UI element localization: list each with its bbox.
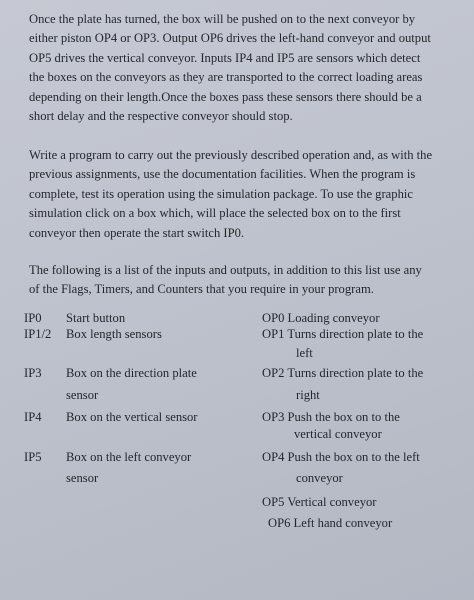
input-code: IP4 xyxy=(24,410,42,424)
input-desc: Box on the vertical sensor xyxy=(66,410,198,424)
text-line: previous assignments, use the documentation facilities. When the program is xyxy=(29,167,416,182)
output-entry: OP3 Push the box on to the xyxy=(262,410,400,424)
paragraph-box-pushing xyxy=(29,10,443,126)
text-line: OP5 drives the vertical conveyor. Inputs IP4 and IP5 are sensors which detect xyxy=(29,50,421,65)
input-code: IP5 xyxy=(24,450,42,464)
input-code: IP1/2 xyxy=(24,327,52,341)
input-code: IP3 xyxy=(24,366,42,380)
input-desc: Box on the left conveyor xyxy=(66,450,192,464)
output-entry-cont: left xyxy=(296,346,313,360)
paragraph-program-task xyxy=(29,146,443,243)
output-entry-cont: vertical conveyor xyxy=(294,427,382,441)
paragraph-io-intro xyxy=(29,261,443,300)
text-line: The following is a list of the inputs and outputs, in addition to this list use any xyxy=(29,263,422,277)
text-line: short delay and the respective conveyor should stop. xyxy=(29,109,293,124)
text-line: Write a program to carry out the previously described operation and, as with the xyxy=(29,148,433,162)
text-line: of the Flags, Timers, and Counters that you require in your program. xyxy=(29,282,374,297)
text-line: depending on their length.Once the boxes pass these sensors there should be a xyxy=(29,89,422,104)
text-line: either piston OP4 or OP3. Output OP6 drives the left-hand conveyor and output xyxy=(29,31,431,46)
input-desc: Box on the direction plate xyxy=(66,366,197,380)
output-entry: OP2 Turns direction plate to the xyxy=(262,366,424,380)
input-desc: Box length sensors xyxy=(66,327,162,341)
output-entry: OP1 Turns direction plate to the xyxy=(262,327,424,341)
output-entry: OP5 Vertical conveyor xyxy=(262,495,377,509)
input-desc: Start button xyxy=(66,311,126,325)
text-line: simulation click on a box which, will place the selected box on to the first xyxy=(29,206,401,221)
output-entry-cont: conveyor xyxy=(296,471,343,485)
output-entry: OP0 Loading conveyor xyxy=(262,311,380,325)
text-line: Once the plate has turned, the box will be pushed on to the next conveyor by xyxy=(29,12,416,26)
text-line: conveyor then operate the start switch IP0. xyxy=(29,225,245,240)
input-code: IP0 xyxy=(24,311,42,325)
input-desc-cont: sensor xyxy=(66,471,99,485)
input-desc-cont: sensor xyxy=(66,388,99,402)
text-line: complete, test its operation using the simulation package. To use the graphic xyxy=(29,186,413,201)
text-line: the boxes on the conveyors as they are transported to the correct loading areas xyxy=(29,70,423,85)
output-entry: OP4 Push the box on to the left xyxy=(262,450,420,464)
output-entry: OP6 Left hand conveyor xyxy=(268,516,393,530)
output-entry-cont: right xyxy=(296,388,320,402)
